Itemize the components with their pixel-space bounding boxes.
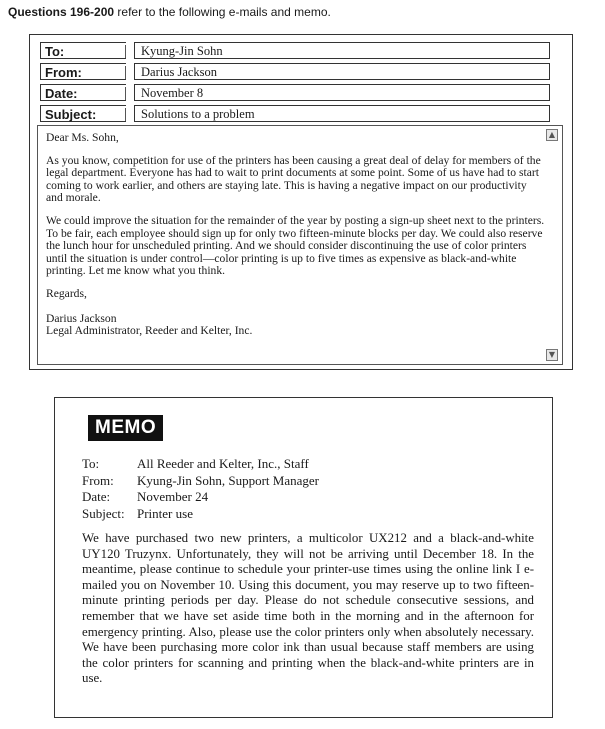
email-paragraph-1: As you know, competition for use of the printers has been causing a great deal of delay for members of the legal department. Everyone has had to wait to print documents at some point. Some of us have had to start coming to work earlier, and others are staying late. This is having a negative impact on our productivity and morale. xyxy=(46,153,541,205)
memo-subject-label: Subject: xyxy=(82,505,125,521)
memo-from-row xyxy=(82,473,319,490)
email-subject-label: Subject: xyxy=(40,105,126,122)
email-to-field: Kyung-Jin Sohn xyxy=(134,42,550,59)
scroll-down-arrow-icon[interactable]: ▼ xyxy=(546,349,558,361)
email-signature-title: Legal Administrator, Reeder and Kelter, Inc. xyxy=(46,324,253,338)
email-from-field: Darius Jackson xyxy=(134,63,550,80)
email-greeting: Dear Ms. Sohn, xyxy=(46,131,119,144)
memo-date-value: November 24 xyxy=(137,489,209,504)
email-paragraph-2: We could improve the situation for the remainder of the year by posting a sign-up sheet next to the printers. To be fair, each employee should sign up for only two fifteen-minute blocks per day. We could also reserve the lunch hour for unscheduled printing. And we should consider discontinuing the use of color printers until the situation is under control—color printing is up to five times as expensive as black-and-white printing. Let me know what you think. xyxy=(46,213,545,278)
memo-from-label: From: xyxy=(82,472,114,488)
memo-body: We have purchased two new printers, a multicolor UX212 and a black-and-white UY120 Truzynx. Unfortunately, they will not be arriving until December 18. In the meantime, please continue to schedule your printer-use times using the online link I e-mailed you on November 10. Using this document, you may reserve up to two fifteen-minute printing periods per day. Please do not schedule consecutive sessions, and remember that we have set aside time both in the morning and in the afternoon for emergency printing. Also, please use the color printers only when absolutely necessary. We have been purchasing more color ink than usual because staff members are using the color printers for scanning and printing when the black-and-white printers are in use. xyxy=(82,531,534,686)
email-signature-name: Darius Jackson xyxy=(46,311,117,325)
memo xyxy=(54,397,553,718)
email-window xyxy=(29,34,573,370)
memo-to-label: To: xyxy=(82,456,100,471)
memo-from-value: Kyung-Jin Sohn, Support Manager xyxy=(137,472,319,488)
email-message-area xyxy=(37,125,563,365)
email-closing: Regards, xyxy=(46,286,87,300)
scroll-up-arrow-icon[interactable]: ▲ xyxy=(546,129,558,141)
memo-to-row xyxy=(82,456,319,473)
memo-subject-value: Printer use xyxy=(137,505,193,521)
memo-date-label: Date: xyxy=(82,489,111,504)
memo-header xyxy=(82,456,319,522)
email-subject-field: Solutions to a problem xyxy=(134,105,550,122)
instructions-rest: refer to the following e-mails and memo. xyxy=(114,5,331,19)
instructions xyxy=(8,5,331,19)
memo-subject-row xyxy=(82,506,319,523)
email-to-label: To: xyxy=(40,42,126,59)
email-date-label: Date: xyxy=(40,84,126,101)
email-date-field: November 8 xyxy=(134,84,550,101)
instructions-bold: Questions 196-200 xyxy=(8,5,115,19)
memo-date-row xyxy=(82,489,319,506)
email-body xyxy=(46,132,546,338)
memo-to-value: All Reeder and Kelter, Inc., Staff xyxy=(137,456,309,471)
email-from-label: From: xyxy=(40,63,126,80)
memo-badge: MEMO xyxy=(88,415,163,441)
